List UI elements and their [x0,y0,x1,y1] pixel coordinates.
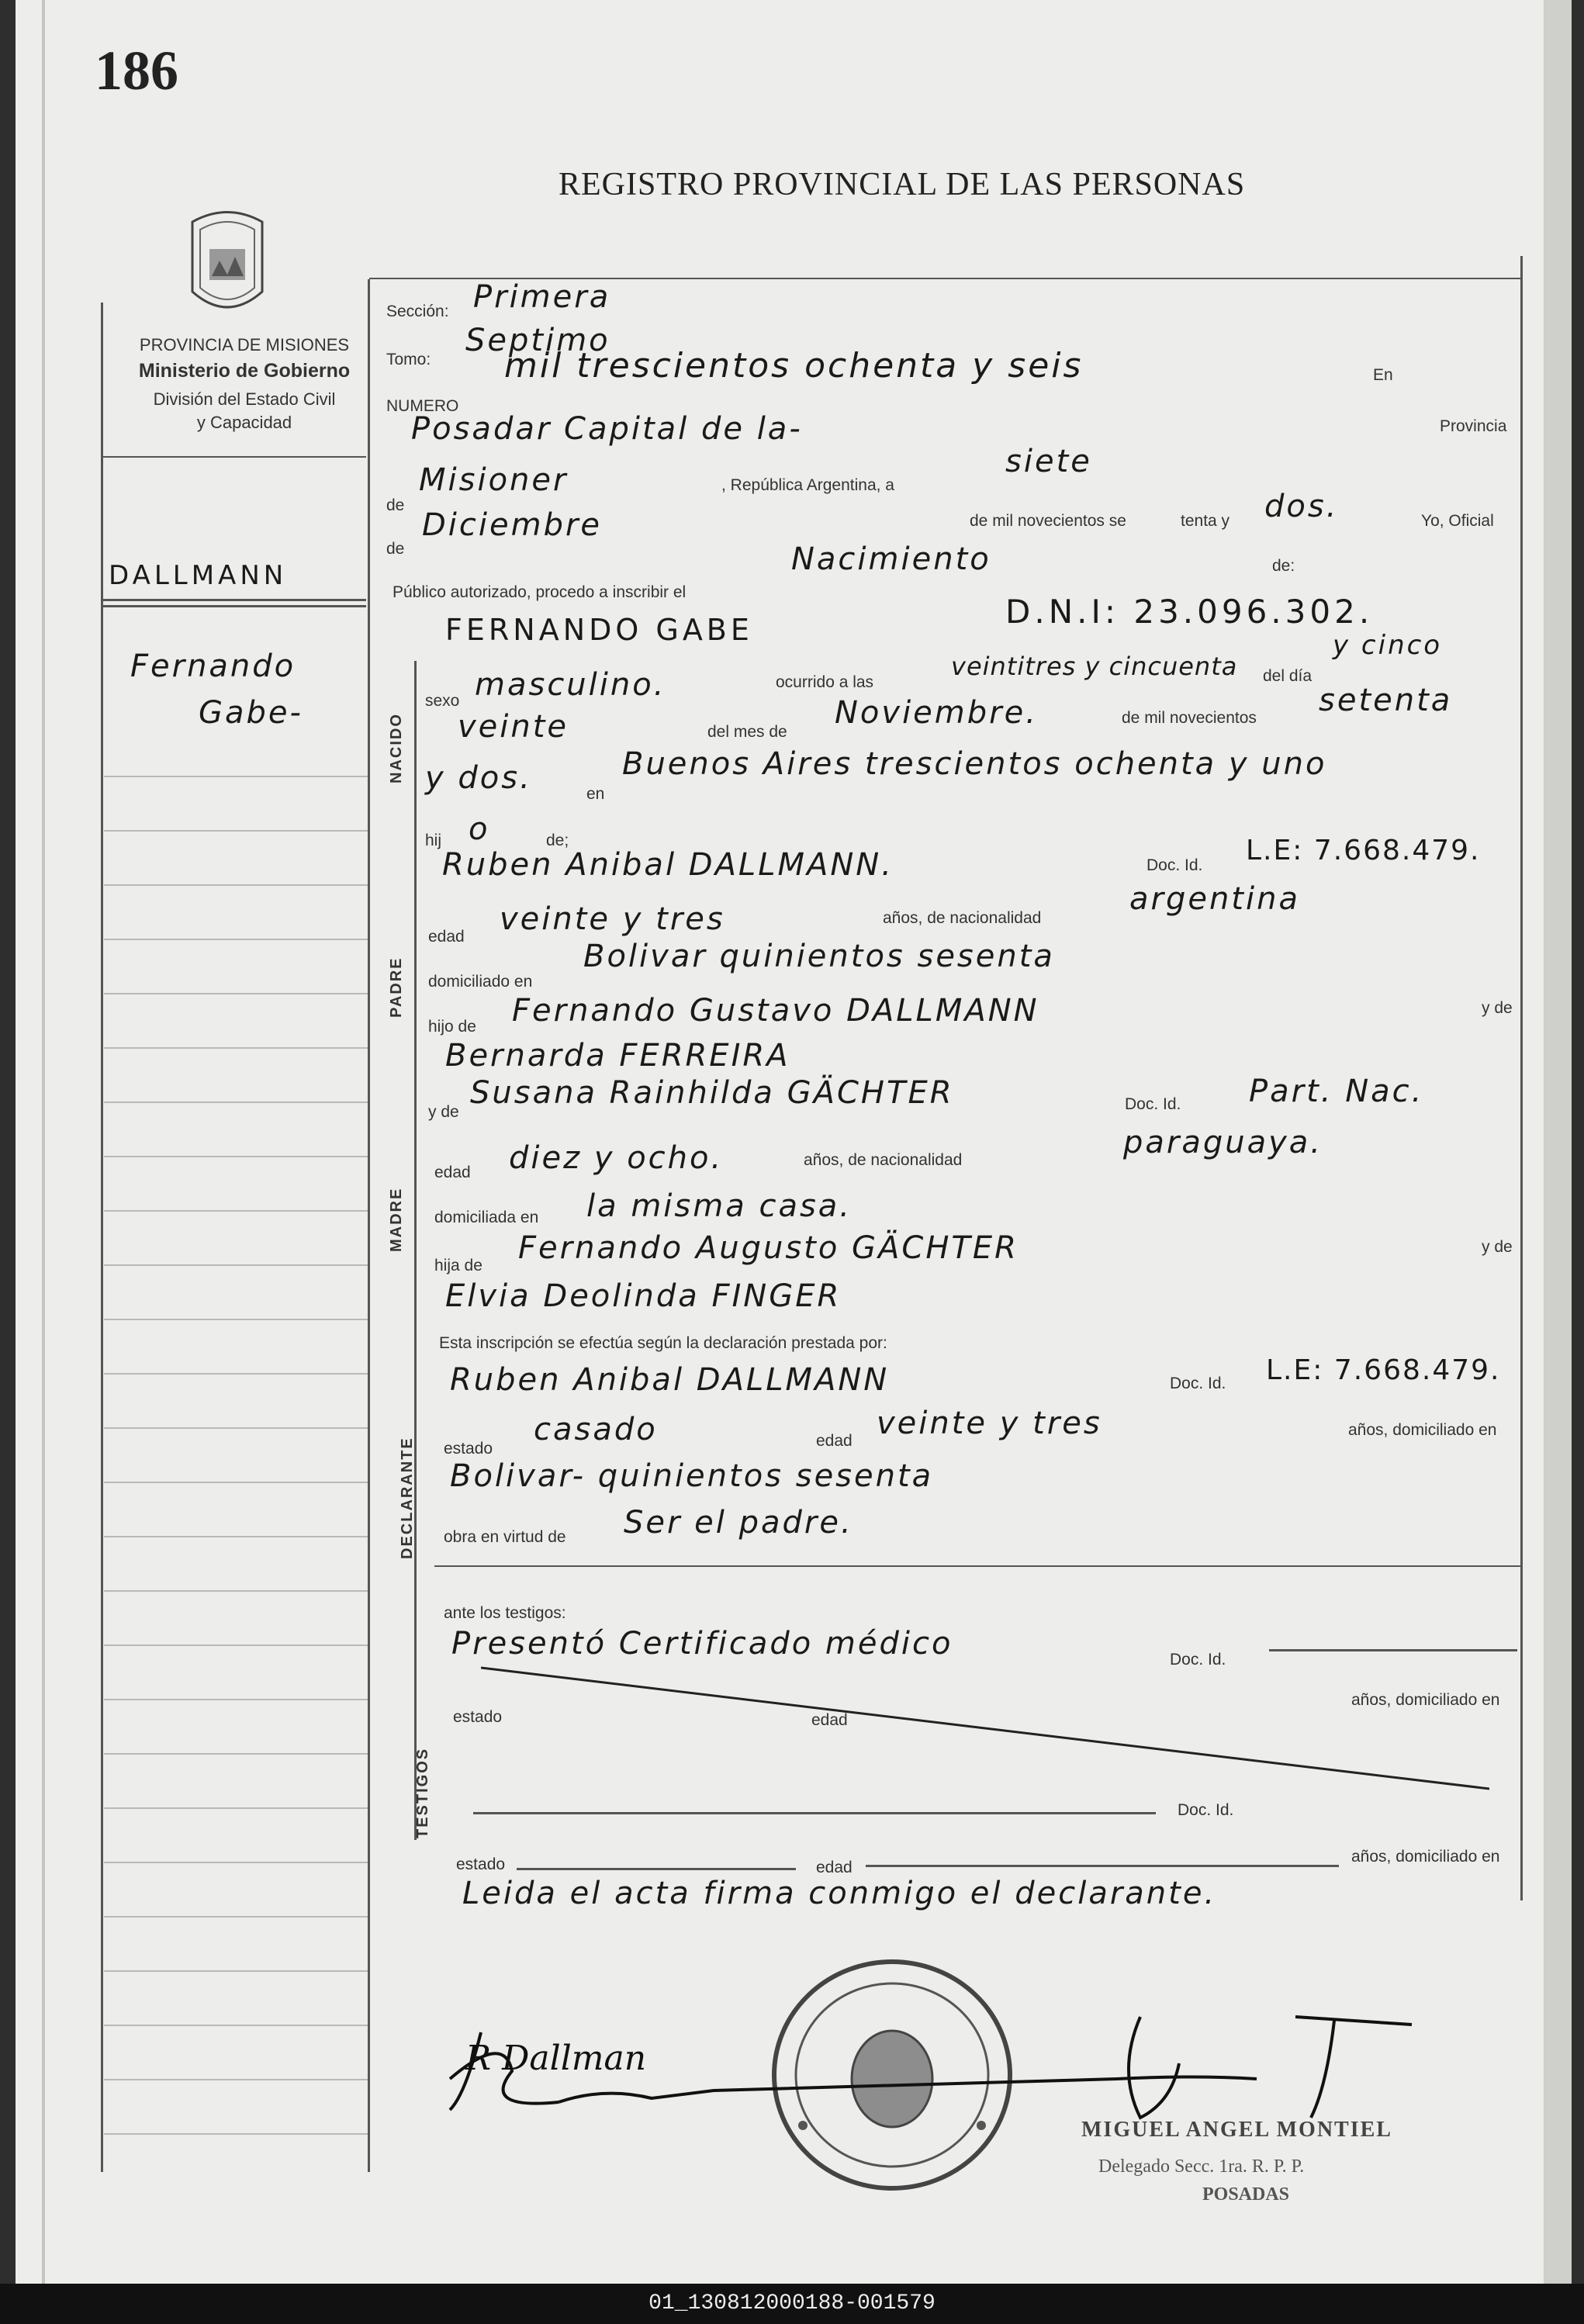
testigo1-doc-line [1269,1649,1517,1651]
madre-doc-value: Part. Nac. [1249,1074,1424,1109]
madre-domicilio-label: domiciliada en [434,1209,539,1226]
testigos-texto-value: Presentó Certificado médico [451,1626,953,1662]
de-semicolon-label: de; [546,832,569,849]
testigo1-doc-label: Doc. Id. [1170,1651,1226,1669]
tipo-value: Nacimiento [791,541,991,577]
left-ruled-line [104,2079,368,2080]
provincial-emblem [177,206,278,323]
declarante-nombre-value: Ruben Anibal DALLMANN [450,1362,890,1398]
testigo1-anos-label: años, domiciliado en [1351,1691,1500,1709]
madre-padre-value: Fernando Augusto GÄCHTER [518,1230,1019,1266]
left-rule-3 [102,605,366,607]
stamp-name: MIGUEL ANGEL MONTIEL [1081,2118,1392,2142]
hij-suffix-value: o [469,811,490,847]
office-capacity: y Capacidad [196,413,292,432]
declarante-estado-label: estado [444,1440,493,1458]
document-title: REGISTRO PROVINCIAL DE LAS PERSONAS [559,167,1246,202]
declarante-estado-value: casado [534,1412,658,1447]
padre-edad-value: veinte y tres [500,901,725,937]
left-ruled-line [104,776,368,777]
madre-edad-label: edad [434,1164,471,1181]
hora-value: veintitres y cincuenta [951,652,1238,681]
publico-label: Público autorizado, procedo a inscribir el [393,583,687,601]
testigo2-edad-label: edad [816,1859,853,1876]
mes-value: Diciembre [422,507,603,543]
sexo-value: masculino. [475,667,666,703]
testigo2-line [473,1812,1156,1814]
left-ruled-line [104,2133,368,2135]
madre-madre-value: Elvia Deolinda FINGER [445,1278,842,1314]
section-nacido: NACIDO [388,713,405,783]
de-colon-label: de: [1272,557,1295,575]
office-division: División del Estado Civil [153,389,336,409]
tomo-label: Tomo: [386,351,431,368]
binding-line [42,0,45,2284]
declarante-signature-text: R Dallman [465,2039,647,2078]
padre-madre-value: Bernarda FERREIRA [445,1038,790,1074]
padre-nombre-value: Ruben Anibal DALLMANN. [442,847,894,883]
tomo-value: Septimo [465,323,610,358]
testigo1-edad-label: edad [811,1711,848,1729]
testigo2-anos-label: años, domiciliado en [1351,1848,1500,1866]
numero-label: NUMERO [386,397,459,415]
dia-nac-value: veinte [458,709,569,745]
left-ruled-line [104,1590,368,1592]
numero-value: mil trescientos ochenta y seis [504,346,1084,386]
stamp-place: POSADAS [1202,2184,1290,2205]
stamp-role: Delegado Secc. 1ra. R. P. P. [1098,2156,1305,2177]
left-ruled-line [104,1482,368,1483]
en-label-2: en [586,785,605,803]
left-ruled-line [104,1807,368,1809]
office-province: PROVINCIA DE MISIONES [139,335,350,354]
left-ruled-line [104,1753,368,1755]
hora-cinco-value: y cinco [1333,630,1443,661]
provincia-value: Misioner [419,462,569,498]
left-surname: DALLMANN [109,560,288,591]
left-ruled-line [104,1916,368,1918]
section-padre: PADRE [388,956,405,1018]
seccion-value: Primera [473,279,611,315]
ocurrido-label: ocurrido a las [776,673,874,691]
left-ruled-line [104,1644,368,1646]
left-ruled-line [104,1101,368,1103]
padre-doc-value: L.E: 7.668.479. [1246,835,1481,866]
padre-y-de-label: y de [1482,999,1513,1017]
declarante-domicilio-value: Bolivar- quinientos sesenta [450,1458,934,1494]
testigo2-estado-label: estado [456,1855,506,1873]
page-number: 186 [95,40,178,102]
left-ruled-line [104,2025,368,2026]
padre-nac-label: años, de nacionalidad [883,909,1042,927]
testigo2-doc-label: Doc. Id. [1178,1801,1234,1819]
office-ministry: Ministerio de Gobierno [138,360,351,382]
left-ruled-line [104,1970,368,1972]
en-label: En [1373,366,1393,384]
padre-domicilio-value: Bolivar quinientos sesenta [583,939,1055,974]
section-declarante: DECLARANTE [399,1437,416,1559]
madre-nombre-value: Susana Rainhilda GÄCHTER [470,1075,954,1111]
de-mil-label: de mil novecientos se [970,512,1126,530]
left-ruled-line [104,1264,368,1266]
declarante-anos-label: años, domiciliado en [1348,1421,1497,1439]
left-rule-2 [102,599,366,601]
de-mil-nov-label: de mil novecientos [1122,709,1257,727]
lugar-value: Posadar Capital de la- [411,411,803,447]
left-rule-1 [102,456,366,458]
ante-testigos-label: ante los testigos: [444,1604,566,1622]
esta-inscripcion-label: Esta inscripción se efectúa según la declaración prestada por: [439,1334,887,1352]
anio-value: dos. [1264,489,1339,524]
mes-nac-value: Noviembre. [835,695,1038,731]
madre-nacionalidad-value: paraguaya. [1123,1125,1323,1160]
madre-doc-label: Doc. Id. [1125,1095,1181,1113]
left-ruled-line [104,1373,368,1375]
left-ruled-line [104,830,368,832]
left-ruled-line [104,1862,368,1863]
seccion-label: Sección: [386,303,449,320]
del-dia-label: del día [1263,667,1313,685]
tenta-y-label: tenta y [1181,512,1230,530]
sexo-label: sexo [425,692,460,710]
de-label-2: de [386,540,405,558]
padre-padre-value: Fernando Gustavo DALLMANN [512,993,1039,1029]
declarante-doc-label: Doc. Id. [1170,1375,1226,1392]
left-ruled-line [104,939,368,940]
left-ruled-line [104,1210,368,1212]
declarante-edad-label: edad [816,1432,853,1450]
frame-left-outer [101,303,103,2172]
del-mes-label: del mes de [707,723,787,741]
left-ruled-line [104,1427,368,1429]
footer-id: 01_130812000188-001579 [0,2284,1584,2324]
declarante-obra-label: obra en virtud de [444,1528,566,1546]
testigo2-estado-line [517,1868,796,1870]
madre-hija-de-label: hija de [434,1257,482,1274]
anio-nac-value: setenta [1319,683,1453,718]
left-given-name-2: Gabe- [199,695,303,731]
left-ruled-line [104,884,368,886]
madre-domicilio-value: la misma casa. [586,1188,853,1224]
declarante-obra-value: Ser el padre. [624,1505,853,1541]
de-label-1: de [386,496,405,514]
hij-label: hij [425,832,442,849]
left-ruled-line [104,1047,368,1049]
padre-edad-label: edad [428,928,465,946]
left-ruled-line [104,1156,368,1157]
declarante-edad-value: veinte y tres [877,1406,1102,1441]
madre-nac-label: años, de nacionalidad [804,1151,963,1169]
left-ruled-line [104,1699,368,1700]
padre-doc-label: Doc. Id. [1146,856,1203,874]
madre-y-de-label-2: y de [1482,1238,1513,1256]
padre-hijo-de-label: hijo de [428,1018,476,1036]
section-bar [414,661,417,1840]
yo-oficial-label: Yo, Oficial [1421,512,1494,530]
dni-value: D.N.I: 23.096.302. [1005,593,1374,631]
provincia-label: Provincia [1440,417,1507,435]
anio-nac-2-value: y dos. [425,760,532,796]
section-madre: MADRE [388,1187,405,1252]
madre-y-de-label: y de [428,1103,459,1121]
republica-label: , República Argentina, a [721,476,894,494]
testigos-strike-line [481,1652,1489,1807]
page-edge [1544,0,1572,2284]
testigo1-estado-label: estado [453,1708,503,1726]
section-testigos: TESTIGOS [414,1747,431,1838]
left-ruled-line [104,993,368,994]
declarante-doc-value: L.E: 7.668.479. [1266,1354,1501,1386]
left-ruled-line [104,1319,368,1320]
frame-right [1520,256,1523,1900]
lugar-nac-value: Buenos Aires trescientos ochenta y uno [622,746,1327,782]
left-ruled-line [104,1536,368,1537]
dia-value: siete [1005,444,1092,479]
frame-left-panel-divider [368,279,370,2172]
cierre-text: Leida el acta firma conmigo el declarante. [462,1876,1217,1911]
madre-edad-value: diez y ocho. [509,1140,724,1176]
padre-domicilio-label: domiciliado en [428,973,533,991]
padre-nacionalidad-value: argentina [1129,881,1300,917]
testigo2-edad-line [866,1865,1339,1867]
nombre-completo-value: FERNANDO GABE [445,613,753,647]
declarante-end-line [434,1565,1520,1567]
left-given-name-1: Fernando [130,648,296,684]
